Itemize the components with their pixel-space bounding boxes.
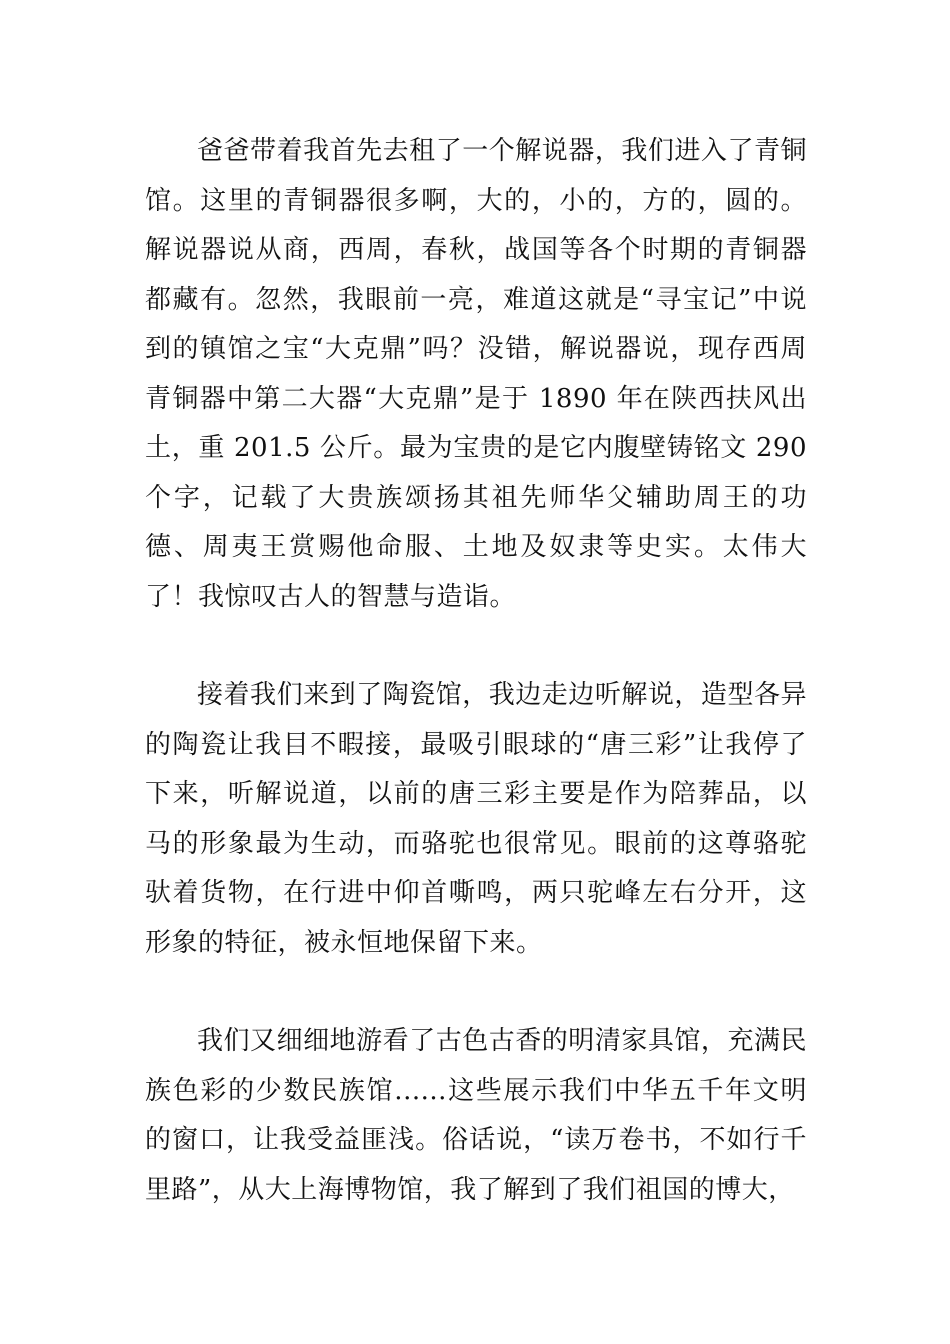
paragraph-ceramics-hall: 接着我们来到了陶瓷馆，我边走边听解说，造型各异的陶瓷让我目不暇接，最吸引眼球的“唐三彩”让我停了下来，听解说道，以前的唐三彩主要是作为陪葬品，以马的形象最为生动，而骆驼也很常见。眼前的这尊骆驼驮着货物，在行进中仰首嘶鸣，两只驼峰左右分开，这形象的特征，被永恒地保留下来。: [145, 680, 807, 958]
paragraph-bronze-hall: 爸爸带着我首先去租了一个解说器，我们进入了青铜馆。这里的青铜器很多啊，大的，小的，方的，圆的。解说器说从商，西周，春秋，战国等各个时期的青铜器都藏有。忽然，我眼前一亮，难道这就是“寻宝记”中说到的镇馆之宝“大克鼎”吗？没错，解说器说，现存西周青铜器中第二大器“大克鼎”是于 1890 年在陕西扶风出土，重 201.5 公斤。最为宝贵的是它内腹壁铸铭文 290 个字，记载了大贵族颂扬其祖先师华父辅助周王的功德、周夷王赏赐他命服、土地及奴隶等史实。太伟大了！我惊叹古人的智慧与造诣。: [145, 136, 807, 612]
document-body: [145, 127, 807, 1215]
paragraph-other-halls: 我们又细细地游看了古色古香的明清家具馆，充满民族色彩的少数民族馆......这些展示我们中华五千年文明的窗口，让我受益匪浅。俗话说，“读万卷书，不如行千里路”，从大上海博物馆，我了解到了我们祖国的博大，: [145, 1026, 807, 1205]
